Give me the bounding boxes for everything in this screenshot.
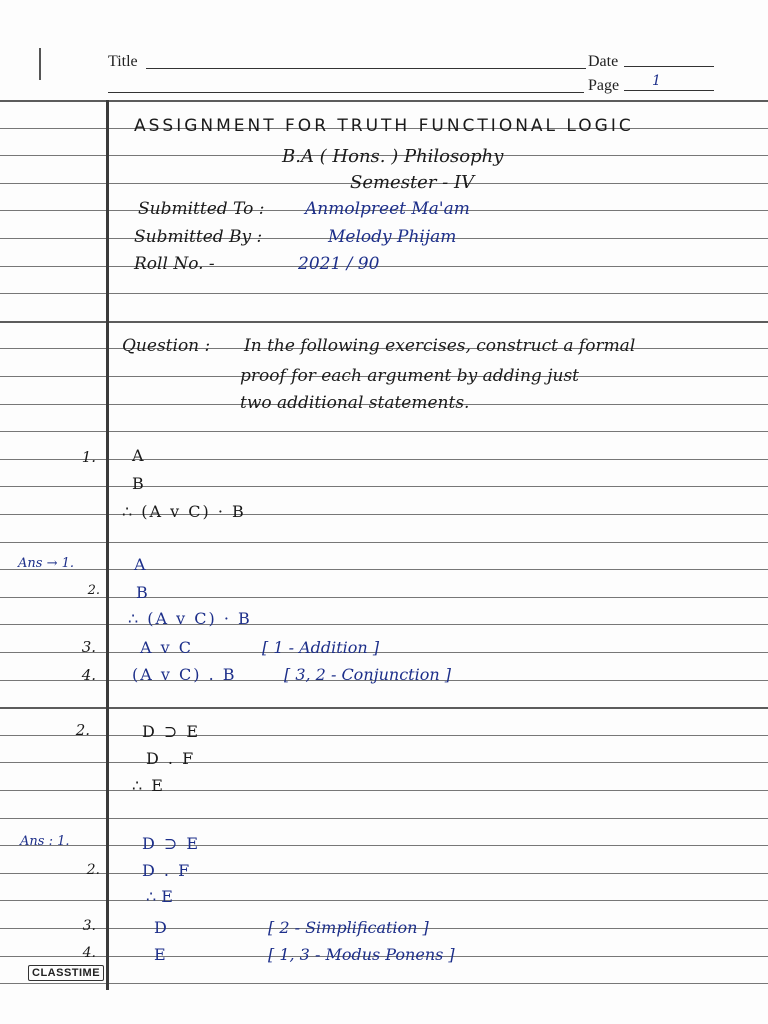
exercise-1-answer-label: Ans → 1.	[18, 556, 74, 571]
ruled-line	[0, 983, 768, 984]
ruled-line	[0, 762, 768, 763]
exercise-2-premise-2: D . F	[146, 749, 196, 768]
exercise-1-answer-line-4: (A v C) . B	[132, 665, 237, 684]
question-line-1: In the following exercises, construct a formal	[244, 336, 636, 356]
exercise-2-answer-number-3: 3.	[82, 918, 96, 934]
submitted-to-value: Anmolpreet Ma'am	[305, 199, 470, 219]
title-field-line	[146, 68, 586, 69]
exercise-2-conclusion: ∴ E	[132, 776, 165, 795]
ruled-line	[0, 431, 768, 432]
exercise-2-answer-reason-4: [ 1, 3 - Modus Ponens ]	[268, 945, 455, 964]
semester: Semester - IV	[350, 172, 475, 193]
exercise-1-answer-reason-3: [ 1 - Addition ]	[262, 638, 380, 657]
exercise-2-number: 2.	[75, 721, 90, 739]
exercise-1-answer-conclusion: ∴ (A v C) · B	[128, 609, 252, 628]
ruled-line	[0, 624, 768, 625]
page-number: 1	[652, 73, 661, 89]
exercise-2-answer-reason-3: [ 2 - Simplification ]	[268, 918, 429, 937]
question-line-2: proof for each argument by adding just	[240, 366, 579, 386]
submitted-by-label: Submitted By :	[134, 227, 263, 247]
exercise-1-premise-2: B	[132, 474, 144, 493]
exercise-2-answer-conclusion: ∴ E	[146, 887, 173, 906]
ruled-line	[0, 266, 768, 267]
ruled-line	[0, 597, 768, 598]
ruled-line	[0, 293, 768, 294]
ruled-line	[0, 486, 768, 487]
ruled-line	[0, 845, 768, 846]
ruled-line	[0, 735, 768, 736]
exercise-2-answer-line-1: D ⊃ E	[142, 834, 201, 853]
exercise-2-premise-1: D ⊃ E	[142, 722, 201, 741]
exercise-2-answer-number-2: 2.	[86, 862, 100, 878]
submitted-to-label: Submitted To :	[138, 199, 265, 219]
margin-line	[106, 100, 109, 990]
exercise-1-answer-line-1: A	[134, 555, 146, 574]
question-label: Question :	[122, 336, 211, 356]
submitted-by-value: Melody Phijam	[328, 227, 457, 247]
exercise-1-conclusion: ∴ (A v C) · B	[122, 502, 246, 521]
date-field-line	[624, 66, 714, 67]
ruled-line	[0, 790, 768, 791]
exercise-1-answer-reason-4: [ 3, 2 - Conjunction ]	[284, 665, 451, 684]
exercise-1-answer-line-3: A v C	[140, 638, 194, 657]
roll-value: 2021 / 90	[298, 254, 380, 274]
ruled-line	[0, 321, 768, 323]
ruled-line	[0, 873, 768, 874]
course-name: B.A ( Hons. ) Philosophy	[282, 146, 504, 167]
question-line-3: two additional statements.	[240, 393, 470, 413]
exercise-1-premise-1: A	[132, 446, 144, 465]
roll-label: Roll No. -	[134, 254, 215, 274]
exercise-1-answer-number-4: 4.	[81, 666, 96, 684]
assignment-title: ASSIGNMENT FOR TRUTH FUNCTIONAL LOGIC	[134, 116, 634, 136]
exercise-2-answer-line-3: D	[154, 918, 167, 937]
ruled-line	[0, 652, 768, 653]
exercise-1-number: 1.	[81, 448, 96, 466]
exercise-2-answer-line-2: D . F	[142, 861, 192, 880]
title-second-line	[108, 92, 584, 93]
ruled-line	[0, 514, 768, 515]
exercise-2-answer-line-4: E	[154, 945, 166, 964]
ruled-line	[0, 459, 768, 460]
title-label: Title	[108, 53, 138, 70]
exercise-1-answer-line-2: B	[136, 583, 148, 602]
page-edge-mark	[39, 48, 41, 80]
ruled-line	[0, 707, 768, 709]
page-field-line	[624, 90, 714, 91]
ruled-line	[0, 900, 768, 901]
ruled-line	[0, 818, 768, 819]
notebook-brand-logo: CLASSTIME	[28, 965, 104, 981]
exercise-2-answer-number-4: 4.	[82, 945, 96, 961]
date-label: Date	[588, 53, 619, 70]
exercise-2-answer-label: Ans : 1.	[20, 834, 70, 849]
page-label: Page	[588, 77, 620, 94]
exercise-1-answer-number-3: 3.	[81, 638, 96, 656]
ruled-line	[0, 542, 768, 543]
ruled-line	[0, 100, 768, 102]
ruled-line	[0, 569, 768, 570]
exercise-1-answer-number-2: 2.	[87, 583, 100, 598]
